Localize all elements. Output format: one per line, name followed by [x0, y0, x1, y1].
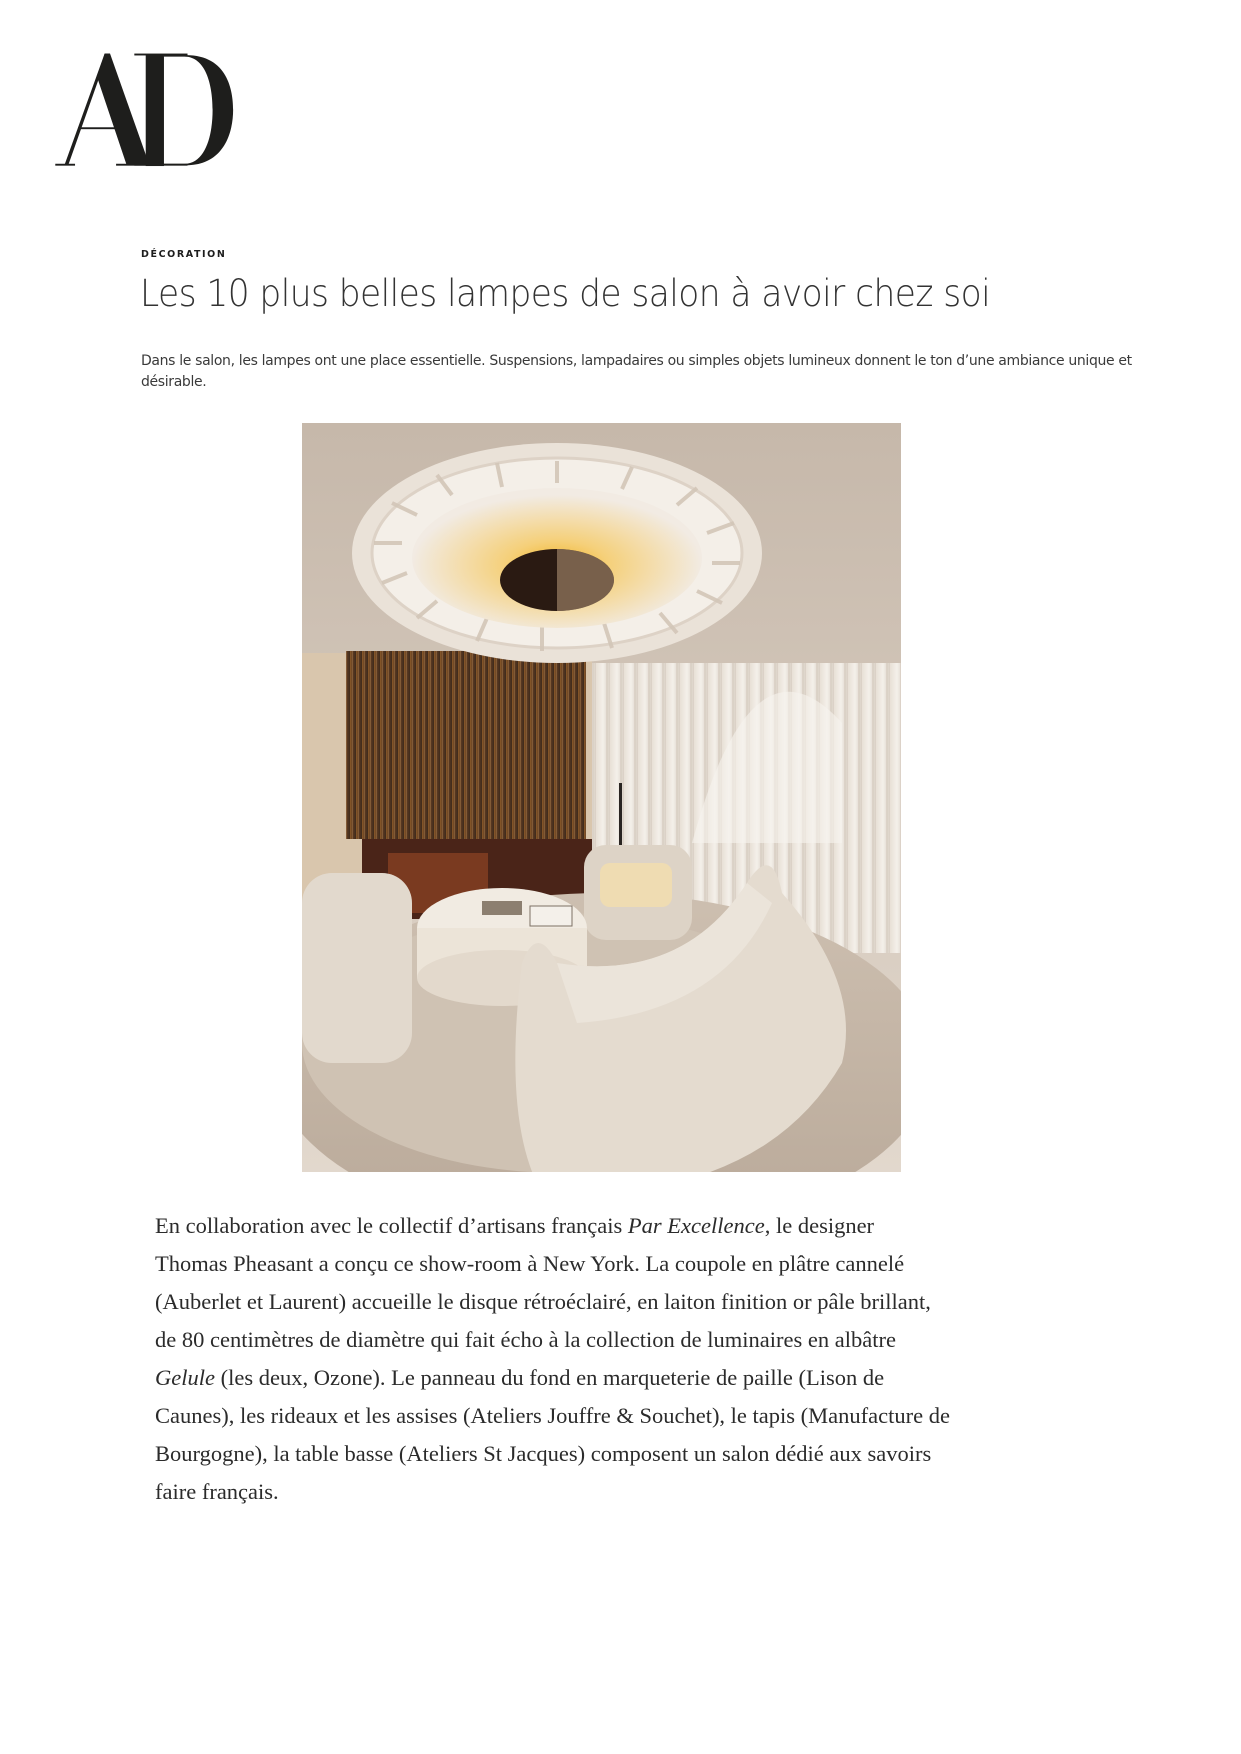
article-dek: Dans le salon, les lampes ont une place essentielle. Suspensions, lampadaires ou simples objets lumineux donnent le ton d’une ambiance unique et désirable. [141, 353, 1132, 390]
category-label[interactable]: DÉCORATION [141, 249, 227, 260]
collection-gelule: Gelule [155, 1365, 215, 1390]
body-line-6: Caunes), les rideaux et les assises (Ateliers Jouffre & Souchet), le tapis (Manufacture de [155, 1403, 950, 1428]
ad-logo[interactable] [28, 30, 268, 182]
brand-par-excellence: Par Excellence [627, 1213, 765, 1238]
hero-image [302, 423, 901, 1172]
living-room-photo [302, 423, 901, 1172]
body-line-5: Gelule (les deux, Ozone). Le panneau du fond en marqueterie de paille (Lison de [155, 1365, 885, 1390]
body-paragraph [155, 1207, 1095, 1511]
body-line-7: Bourgogne), la table basse (Ateliers St Jacques) composent un salon dédié aux savoirs [155, 1441, 932, 1466]
body-line-1: En collaboration avec le collectif d’artisans français Par Excellence, le designer [155, 1213, 875, 1238]
body-line-8: faire français. [155, 1479, 279, 1504]
body-line-3: (Auberlet et Laurent) accueille le disque rétroéclairé, en laiton finition or pâle brillant, [155, 1289, 931, 1314]
article-body [155, 1207, 1095, 1511]
ad-logo-icon [28, 30, 268, 182]
article-title: Les 10 plus belles lampes de salon à avoir chez soi [140, 272, 991, 315]
body-line-4: de 80 centimètres de diamètre qui fait écho à la collection de luminaires en albâtre [155, 1327, 896, 1352]
body-line-2: Thomas Pheasant a conçu ce show-room à New York. La coupole en plâtre cannelé [155, 1251, 905, 1276]
